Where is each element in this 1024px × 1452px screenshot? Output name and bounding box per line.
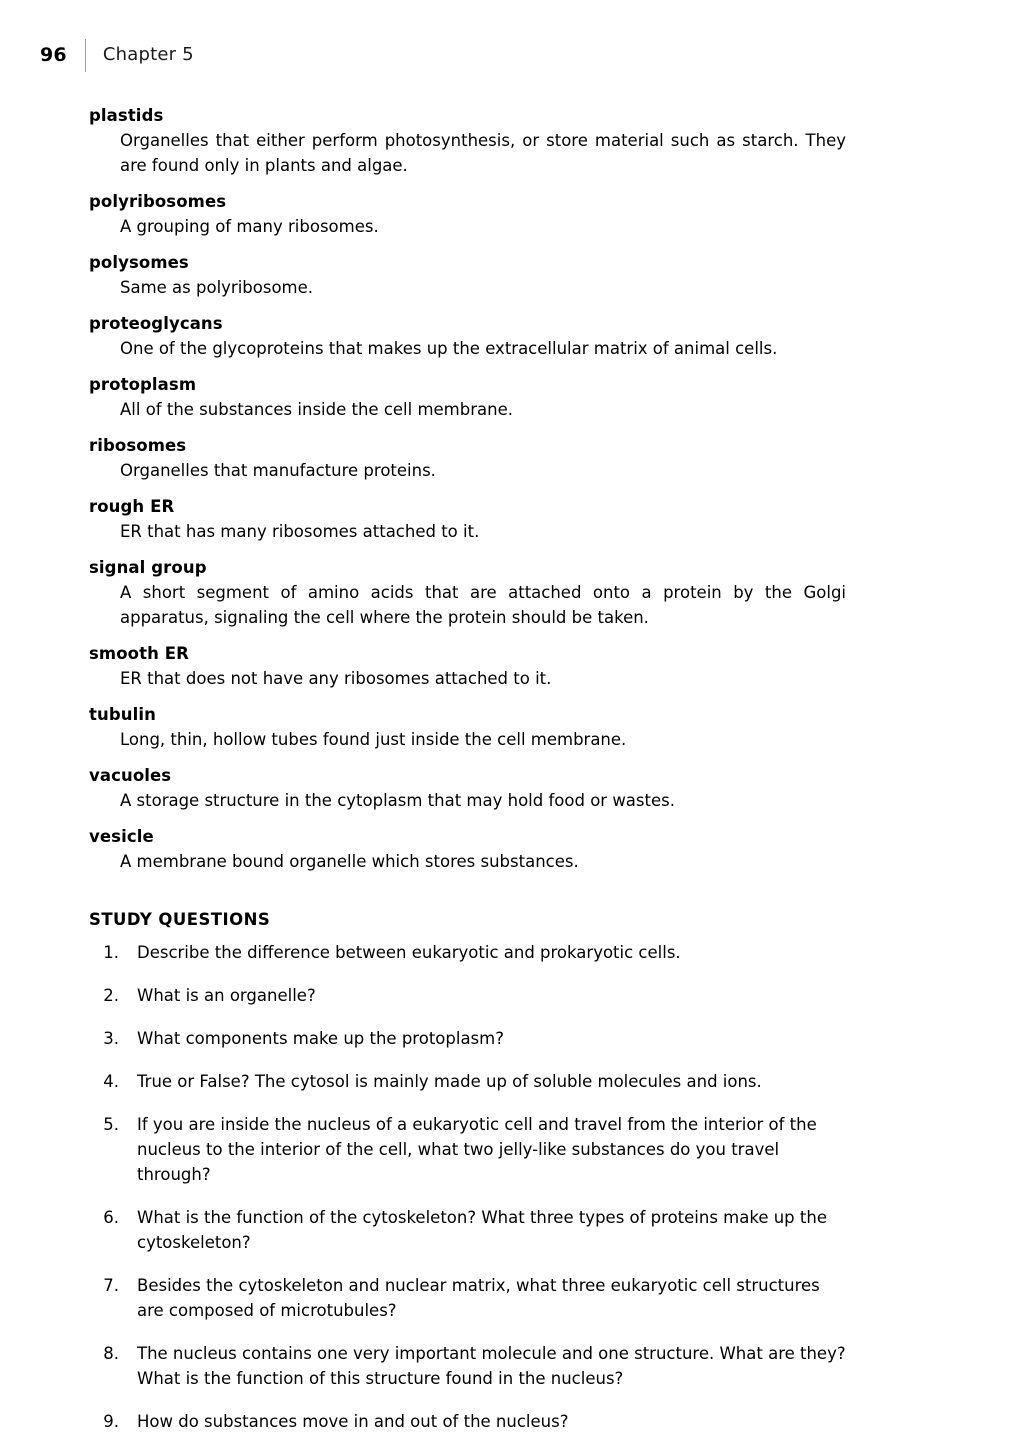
study-question-item <box>89 1069 846 1094</box>
study-question-item <box>89 1341 846 1391</box>
glossary-definition: A short segment of amino acids that are attached onto a protein by the Golgi apparatus, signaling the cell where the protein should be taken. <box>120 583 846 627</box>
study-questions-heading: STUDY QUESTIONS <box>89 910 271 929</box>
glossary-definition: Same as polyribosome. <box>120 278 314 297</box>
question-text: What components make up the protoplasm? <box>137 1029 504 1048</box>
glossary-entry <box>89 250 846 300</box>
glossary-entry <box>89 702 846 752</box>
study-question-item <box>89 1112 846 1187</box>
glossary-term: proteoglycans <box>89 314 223 333</box>
glossary-term: signal group <box>89 558 207 577</box>
glossary-entry <box>89 494 846 544</box>
question-text: Besides the cytoskeleton and nuclear matrix, what three eukaryotic cell structures are composed of microtubules? <box>137 1276 820 1320</box>
question-text: How do substances move in and out of the nucleus? <box>137 1412 569 1431</box>
question-text: Describe the difference between eukaryotic and prokaryotic cells. <box>137 943 681 962</box>
study-question-item <box>89 1273 846 1323</box>
question-number: 1. <box>103 943 119 962</box>
glossary-list <box>89 103 846 874</box>
glossary-entry <box>89 433 846 483</box>
glossary-definition: All of the substances inside the cell membrane. <box>120 400 513 419</box>
question-number: 8. <box>103 1344 119 1363</box>
question-number: 6. <box>103 1208 119 1227</box>
glossary-definition: Organelles that manufacture proteins. <box>120 461 436 480</box>
question-text: What is the function of the cytoskeleton? What three types of proteins make up the cytoskeleton? <box>137 1208 827 1252</box>
glossary-definition: Long, thin, hollow tubes found just inside the cell membrane. <box>120 730 627 749</box>
glossary-term: rough ER <box>89 497 175 516</box>
glossary-definition: A grouping of many ribosomes. <box>120 217 379 236</box>
glossary-term: protoplasm <box>89 375 197 394</box>
glossary-entry <box>89 763 846 813</box>
glossary-term: polysomes <box>89 253 189 272</box>
question-number: 7. <box>103 1276 119 1295</box>
study-question-item <box>89 940 846 965</box>
study-question-item <box>89 1205 846 1255</box>
study-questions-list <box>89 940 846 1434</box>
question-number: 2. <box>103 986 119 1005</box>
question-text: What is an organelle? <box>137 986 316 1005</box>
question-text: True or False? The cytosol is mainly made up of soluble molecules and ions. <box>137 1072 762 1091</box>
study-question-item <box>89 1026 846 1051</box>
glossary-definition: Organelles that either perform photosynthesis, or store material such as starch. They are found only in plants and algae. <box>120 131 846 175</box>
glossary-term: polyribosomes <box>89 192 227 211</box>
question-text: If you are inside the nucleus of a eukaryotic cell and travel from the interior of the nucleus to the interior of the cell, what two jelly-like substances do you travel through? <box>137 1115 817 1184</box>
glossary-term: ribosomes <box>89 436 187 455</box>
study-question-item <box>89 1409 846 1434</box>
glossary-entry <box>89 824 846 874</box>
study-question-item <box>89 983 846 1008</box>
chapter-label: Chapter 5 <box>102 44 194 65</box>
glossary-definition: A membrane bound organelle which stores substances. <box>120 852 579 871</box>
glossary-entry <box>89 372 846 422</box>
glossary-term: vesicle <box>89 827 154 846</box>
glossary-term: smooth ER <box>89 644 189 663</box>
glossary-term: plastids <box>89 106 164 125</box>
glossary-definition: ER that has many ribosomes attached to it. <box>120 522 480 541</box>
page-number: 96 <box>40 44 67 66</box>
glossary-term: vacuoles <box>89 766 172 785</box>
glossary-definition: One of the glycoproteins that makes up the extracellular matrix of animal cells. <box>120 339 778 358</box>
glossary-entry <box>89 189 846 239</box>
header-divider-rule <box>85 39 86 72</box>
glossary-entry <box>89 311 846 361</box>
question-number: 4. <box>103 1072 119 1091</box>
glossary-definition: ER that does not have any ribosomes attached to it. <box>120 669 552 688</box>
question-number: 9. <box>103 1412 119 1431</box>
question-number: 3. <box>103 1029 119 1048</box>
glossary-entry <box>89 103 846 178</box>
running-header <box>40 38 194 72</box>
question-text: The nucleus contains one very important molecule and one structure. What are they? What is the function of this structure found in the nucleus? <box>137 1344 846 1388</box>
page-content <box>89 103 846 1452</box>
glossary-definition: A storage structure in the cytoplasm that may hold food or wastes. <box>120 791 675 810</box>
glossary-entry <box>89 641 846 691</box>
question-number: 5. <box>103 1115 119 1134</box>
glossary-term: tubulin <box>89 705 156 724</box>
glossary-entry <box>89 555 846 630</box>
